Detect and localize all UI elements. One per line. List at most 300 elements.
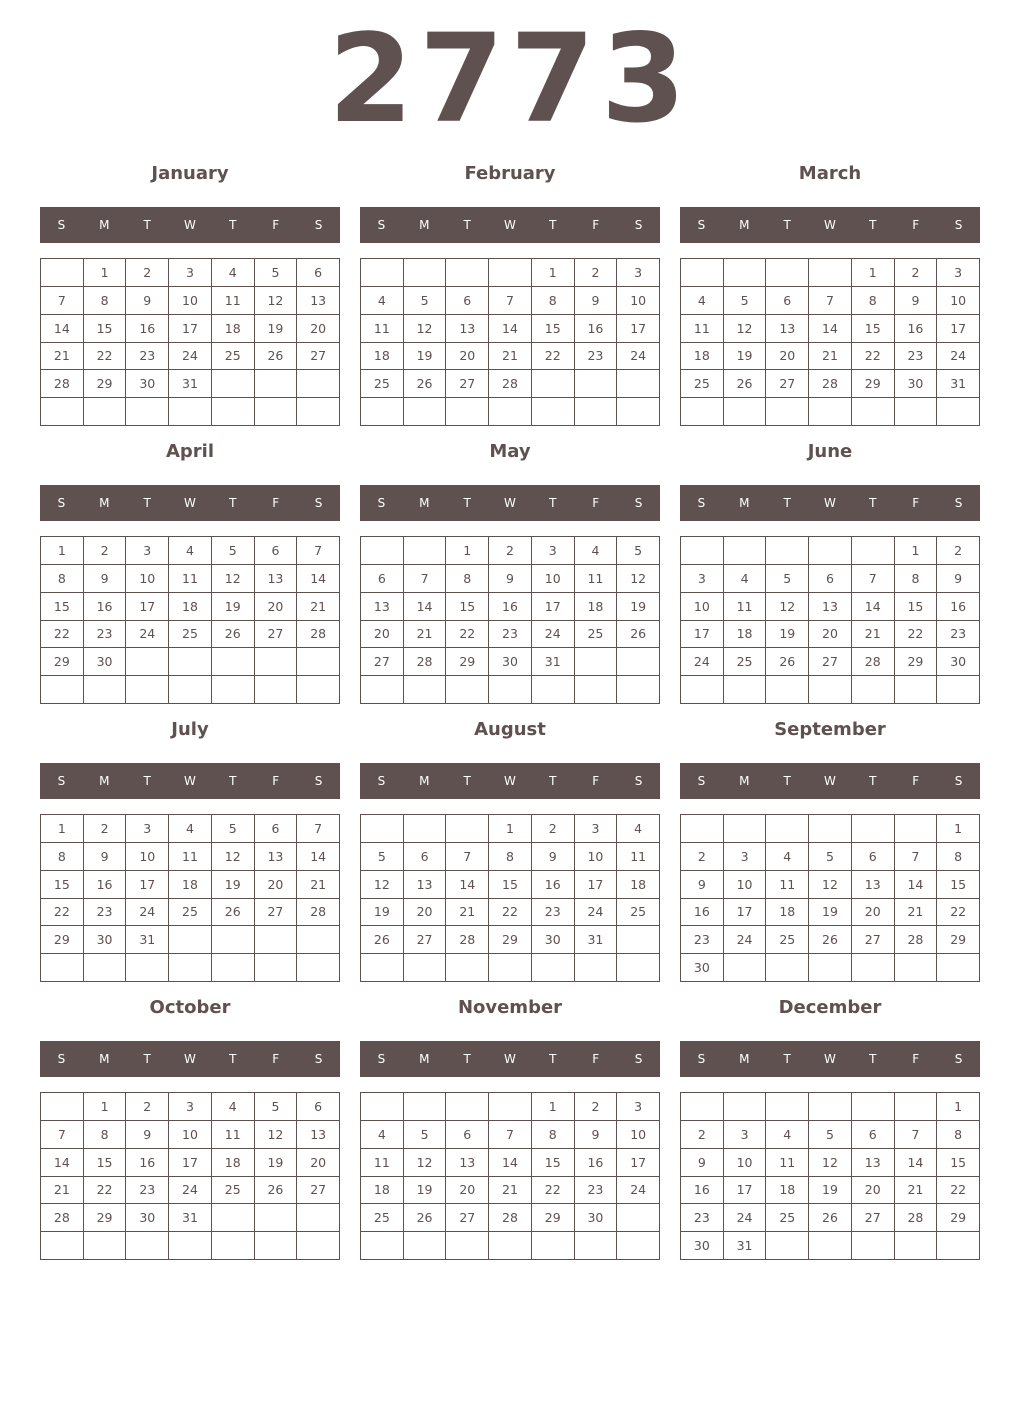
weekday-label: M: [739, 218, 750, 232]
weekday-label: T: [463, 496, 471, 510]
weekday-label: T: [783, 496, 791, 510]
day-cell: 2: [532, 815, 575, 843]
day-cell: 6: [297, 1093, 340, 1121]
day-cell: 18: [681, 343, 724, 371]
day-cell: 27: [255, 899, 298, 927]
weekday-label: S: [314, 1052, 323, 1066]
month-name: November: [457, 997, 563, 1018]
empty-cell: [766, 398, 809, 426]
empty-cell: [361, 1093, 404, 1121]
empty-cell: [41, 1093, 84, 1121]
day-cell: 7: [895, 1121, 938, 1149]
day-cell: 1: [532, 259, 575, 287]
day-cell: 14: [297, 565, 340, 593]
day-cell: 25: [617, 899, 660, 927]
day-cell: 3: [724, 843, 767, 871]
empty-cell: [361, 1232, 404, 1260]
day-cell: 26: [809, 1204, 852, 1232]
day-cell: 20: [404, 899, 447, 927]
weekday-label: W: [184, 1052, 196, 1066]
weekday-label: S: [954, 218, 963, 232]
weekday-label: W: [824, 218, 836, 232]
day-cell: 15: [41, 593, 84, 621]
day-cell: 11: [617, 843, 660, 871]
day-cell: 18: [212, 1149, 255, 1177]
empty-cell: [84, 398, 127, 426]
day-cell: 2: [895, 259, 938, 287]
weekday-header: [360, 763, 660, 799]
weekday-label: W: [824, 774, 836, 788]
day-cell: 19: [809, 1177, 852, 1205]
day-grid: [680, 258, 980, 426]
day-cell: 5: [766, 565, 809, 593]
day-cell: 4: [212, 1093, 255, 1121]
day-cell: 24: [532, 621, 575, 649]
weekday-header: [40, 1041, 340, 1077]
empty-cell: [766, 676, 809, 704]
day-cell: 7: [489, 287, 532, 315]
day-cell: 7: [297, 815, 340, 843]
day-cell: 22: [937, 899, 980, 927]
day-cell: 15: [84, 315, 127, 343]
day-cell: 20: [809, 621, 852, 649]
day-cell: 31: [575, 926, 618, 954]
empty-cell: [297, 954, 340, 982]
weekday-label: M: [419, 774, 430, 788]
day-cell: 29: [937, 926, 980, 954]
day-cell: 15: [895, 593, 938, 621]
day-cell: 28: [489, 1204, 532, 1232]
month-name: January: [151, 163, 229, 184]
day-cell: 25: [169, 899, 212, 927]
empty-cell: [852, 815, 895, 843]
day-cell: 26: [617, 621, 660, 649]
day-cell: 22: [41, 621, 84, 649]
day-cell: 9: [84, 843, 127, 871]
day-cell: 24: [169, 343, 212, 371]
day-cell: 6: [255, 815, 298, 843]
empty-cell: [937, 1232, 980, 1260]
day-cell: 1: [937, 1093, 980, 1121]
empty-cell: [212, 1204, 255, 1232]
day-cell: 29: [895, 648, 938, 676]
weekday-label: M: [419, 1052, 430, 1066]
day-cell: 10: [617, 287, 660, 315]
day-cell: 31: [169, 1204, 212, 1232]
day-cell: 28: [895, 926, 938, 954]
day-cell: 10: [724, 1149, 767, 1177]
day-cell: 22: [41, 899, 84, 927]
weekday-label: S: [954, 774, 963, 788]
empty-cell: [255, 1204, 298, 1232]
weekday-label: F: [592, 1052, 600, 1066]
day-grid: [680, 814, 980, 982]
empty-cell: [446, 398, 489, 426]
day-cell: 4: [724, 565, 767, 593]
weekday-label: S: [314, 774, 323, 788]
empty-cell: [446, 954, 489, 982]
day-cell: 10: [126, 843, 169, 871]
empty-cell: [681, 537, 724, 565]
day-cell: 17: [937, 315, 980, 343]
weekday-label: T: [783, 218, 791, 232]
day-cell: 11: [575, 565, 618, 593]
day-cell: 30: [489, 648, 532, 676]
day-cell: 21: [404, 621, 447, 649]
day-cell: 18: [361, 1177, 404, 1205]
day-cell: 26: [255, 343, 298, 371]
day-cell: 1: [41, 815, 84, 843]
day-cell: 28: [446, 926, 489, 954]
day-cell: 5: [809, 843, 852, 871]
empty-cell: [297, 370, 340, 398]
empty-cell: [212, 370, 255, 398]
weekday-label: T: [229, 774, 237, 788]
day-cell: 24: [169, 1177, 212, 1205]
empty-cell: [255, 676, 298, 704]
weekday-label: F: [272, 774, 280, 788]
empty-cell: [361, 537, 404, 565]
day-cell: 15: [937, 1149, 980, 1177]
day-cell: 8: [41, 565, 84, 593]
day-cell: 5: [212, 815, 255, 843]
day-cell: 21: [852, 621, 895, 649]
day-cell: 6: [404, 843, 447, 871]
weekday-label: F: [912, 496, 920, 510]
empty-cell: [809, 1093, 852, 1121]
day-cell: 18: [575, 593, 618, 621]
month-name: April: [165, 441, 215, 462]
day-cell: 30: [681, 954, 724, 982]
day-cell: 24: [126, 899, 169, 927]
weekday-label: S: [634, 1052, 643, 1066]
empty-cell: [809, 259, 852, 287]
day-cell: 13: [446, 315, 489, 343]
day-cell: 13: [361, 593, 404, 621]
day-cell: 16: [681, 1177, 724, 1205]
day-cell: 10: [169, 1121, 212, 1149]
day-cell: 24: [681, 648, 724, 676]
day-cell: 14: [297, 843, 340, 871]
day-cell: 13: [404, 871, 447, 899]
day-cell: 22: [489, 899, 532, 927]
empty-cell: [489, 259, 532, 287]
month-name: December: [778, 997, 882, 1018]
day-cell: 27: [446, 370, 489, 398]
day-grid: [680, 536, 980, 704]
empty-cell: [41, 954, 84, 982]
day-cell: 23: [895, 343, 938, 371]
day-cell: 14: [41, 315, 84, 343]
empty-cell: [937, 676, 980, 704]
weekday-label: T: [143, 496, 151, 510]
day-cell: 31: [169, 370, 212, 398]
day-cell: 26: [404, 370, 447, 398]
empty-cell: [41, 1232, 84, 1260]
weekday-label: M: [99, 218, 110, 232]
day-cell: 8: [489, 843, 532, 871]
empty-cell: [766, 1093, 809, 1121]
day-cell: 24: [575, 899, 618, 927]
day-cell: 19: [212, 593, 255, 621]
day-cell: 18: [212, 315, 255, 343]
day-cell: 22: [532, 1177, 575, 1205]
weekday-label: W: [824, 496, 836, 510]
empty-cell: [617, 676, 660, 704]
day-cell: 21: [489, 343, 532, 371]
day-cell: 6: [446, 1121, 489, 1149]
day-cell: 17: [169, 315, 212, 343]
day-cell: 14: [852, 593, 895, 621]
weekday-label: T: [463, 218, 471, 232]
weekday-header: [680, 207, 980, 243]
day-cell: 2: [937, 537, 980, 565]
day-cell: 2: [489, 537, 532, 565]
weekday-label: T: [229, 218, 237, 232]
empty-cell: [489, 398, 532, 426]
day-cell: 19: [809, 899, 852, 927]
day-cell: 15: [532, 1149, 575, 1177]
day-grid: [40, 258, 340, 426]
day-cell: 12: [404, 1149, 447, 1177]
day-cell: 23: [489, 621, 532, 649]
day-cell: 22: [84, 343, 127, 371]
day-cell: 31: [126, 926, 169, 954]
empty-cell: [297, 1204, 340, 1232]
day-cell: 26: [404, 1204, 447, 1232]
day-cell: 15: [446, 593, 489, 621]
weekday-label: F: [592, 774, 600, 788]
day-cell: 23: [84, 899, 127, 927]
empty-cell: [169, 648, 212, 676]
empty-cell: [489, 676, 532, 704]
weekday-label: W: [504, 1052, 516, 1066]
day-cell: 7: [852, 565, 895, 593]
empty-cell: [724, 815, 767, 843]
weekday-header: [680, 1041, 980, 1077]
day-cell: 17: [169, 1149, 212, 1177]
empty-cell: [446, 1093, 489, 1121]
month-name: August: [474, 719, 546, 740]
day-cell: 9: [937, 565, 980, 593]
weekday-label: M: [739, 1052, 750, 1066]
day-cell: 13: [297, 287, 340, 315]
day-cell: 5: [255, 1093, 298, 1121]
day-cell: 25: [724, 648, 767, 676]
weekday-label: T: [229, 496, 237, 510]
day-cell: 7: [895, 843, 938, 871]
day-cell: 17: [724, 1177, 767, 1205]
day-cell: 4: [361, 1121, 404, 1149]
day-cell: 30: [937, 648, 980, 676]
day-cell: 26: [212, 621, 255, 649]
day-cell: 11: [212, 1121, 255, 1149]
empty-cell: [169, 398, 212, 426]
day-cell: 22: [895, 621, 938, 649]
day-cell: 2: [681, 843, 724, 871]
day-cell: 10: [617, 1121, 660, 1149]
weekday-label: S: [697, 496, 706, 510]
empty-cell: [446, 1232, 489, 1260]
day-cell: 2: [126, 259, 169, 287]
day-cell: 12: [617, 565, 660, 593]
empty-cell: [617, 1204, 660, 1232]
empty-cell: [361, 815, 404, 843]
empty-cell: [575, 954, 618, 982]
day-grid: [680, 1092, 980, 1260]
month-name: October: [149, 997, 231, 1018]
day-cell: 19: [724, 343, 767, 371]
weekday-label: S: [634, 774, 643, 788]
weekday-label: S: [57, 1052, 66, 1066]
weekday-header: [360, 207, 660, 243]
day-cell: 28: [404, 648, 447, 676]
day-cell: 1: [446, 537, 489, 565]
empty-cell: [575, 676, 618, 704]
day-cell: 8: [532, 1121, 575, 1149]
day-cell: 4: [169, 537, 212, 565]
day-cell: 31: [937, 370, 980, 398]
day-cell: 18: [766, 1177, 809, 1205]
weekday-label: T: [463, 1052, 471, 1066]
day-cell: 7: [809, 287, 852, 315]
weekday-label: M: [419, 218, 430, 232]
day-cell: 12: [724, 315, 767, 343]
weekday-label: S: [697, 1052, 706, 1066]
day-cell: 16: [532, 871, 575, 899]
day-cell: 20: [255, 871, 298, 899]
day-cell: 16: [126, 1149, 169, 1177]
empty-cell: [809, 954, 852, 982]
empty-cell: [404, 1093, 447, 1121]
empty-cell: [681, 1093, 724, 1121]
day-cell: 5: [724, 287, 767, 315]
empty-cell: [852, 1093, 895, 1121]
empty-cell: [532, 676, 575, 704]
day-cell: 23: [575, 343, 618, 371]
empty-cell: [575, 370, 618, 398]
day-cell: 26: [724, 370, 767, 398]
weekday-label: S: [377, 774, 386, 788]
empty-cell: [84, 954, 127, 982]
day-cell: 11: [766, 871, 809, 899]
day-cell: 1: [41, 537, 84, 565]
day-cell: 29: [532, 1204, 575, 1232]
weekday-label: T: [549, 496, 557, 510]
empty-cell: [446, 676, 489, 704]
empty-cell: [532, 954, 575, 982]
day-cell: 20: [446, 1177, 489, 1205]
day-cell: 9: [575, 1121, 618, 1149]
weekday-label: S: [954, 496, 963, 510]
weekday-label: W: [184, 774, 196, 788]
empty-cell: [41, 259, 84, 287]
day-cell: 6: [361, 565, 404, 593]
day-cell: 21: [41, 1177, 84, 1205]
month-name: March: [798, 163, 862, 184]
empty-cell: [895, 1093, 938, 1121]
weekday-label: W: [824, 1052, 836, 1066]
empty-cell: [404, 398, 447, 426]
day-cell: 29: [84, 370, 127, 398]
day-cell: 17: [126, 871, 169, 899]
day-cell: 25: [212, 343, 255, 371]
day-cell: 28: [809, 370, 852, 398]
day-cell: 8: [532, 287, 575, 315]
day-cell: 9: [126, 1121, 169, 1149]
day-cell: 10: [724, 871, 767, 899]
day-cell: 12: [809, 1149, 852, 1177]
empty-cell: [212, 398, 255, 426]
day-cell: 14: [446, 871, 489, 899]
empty-cell: [126, 648, 169, 676]
day-cell: 7: [489, 1121, 532, 1149]
day-cell: 22: [937, 1177, 980, 1205]
weekday-label: S: [57, 496, 66, 510]
empty-cell: [255, 648, 298, 676]
day-cell: 9: [532, 843, 575, 871]
day-cell: 13: [809, 593, 852, 621]
day-cell: 25: [575, 621, 618, 649]
day-cell: 19: [766, 621, 809, 649]
empty-cell: [169, 676, 212, 704]
day-cell: 18: [169, 593, 212, 621]
day-cell: 22: [84, 1177, 127, 1205]
day-cell: 22: [532, 343, 575, 371]
day-cell: 8: [852, 287, 895, 315]
empty-cell: [617, 926, 660, 954]
day-cell: 15: [532, 315, 575, 343]
day-cell: 21: [446, 899, 489, 927]
day-cell: 5: [617, 537, 660, 565]
empty-cell: [41, 676, 84, 704]
day-cell: 24: [126, 621, 169, 649]
empty-cell: [404, 954, 447, 982]
day-cell: 18: [169, 871, 212, 899]
empty-cell: [681, 259, 724, 287]
day-cell: 12: [255, 287, 298, 315]
empty-cell: [532, 1232, 575, 1260]
empty-cell: [895, 398, 938, 426]
empty-cell: [575, 648, 618, 676]
day-cell: 10: [681, 593, 724, 621]
empty-cell: [617, 398, 660, 426]
empty-cell: [41, 398, 84, 426]
empty-cell: [681, 815, 724, 843]
day-cell: 7: [446, 843, 489, 871]
day-cell: 20: [297, 1149, 340, 1177]
day-cell: 2: [575, 1093, 618, 1121]
weekday-label: F: [592, 218, 600, 232]
empty-cell: [766, 537, 809, 565]
day-cell: 30: [84, 648, 127, 676]
day-cell: 17: [617, 315, 660, 343]
day-cell: 29: [489, 926, 532, 954]
day-cell: 14: [404, 593, 447, 621]
empty-cell: [212, 648, 255, 676]
day-cell: 23: [126, 343, 169, 371]
day-cell: 3: [169, 1093, 212, 1121]
weekday-label: T: [783, 1052, 791, 1066]
day-cell: 23: [532, 899, 575, 927]
day-cell: 10: [575, 843, 618, 871]
day-cell: 12: [212, 565, 255, 593]
day-cell: 26: [809, 926, 852, 954]
empty-cell: [404, 676, 447, 704]
weekday-label: M: [99, 496, 110, 510]
day-cell: 27: [297, 343, 340, 371]
day-cell: 20: [852, 1177, 895, 1205]
